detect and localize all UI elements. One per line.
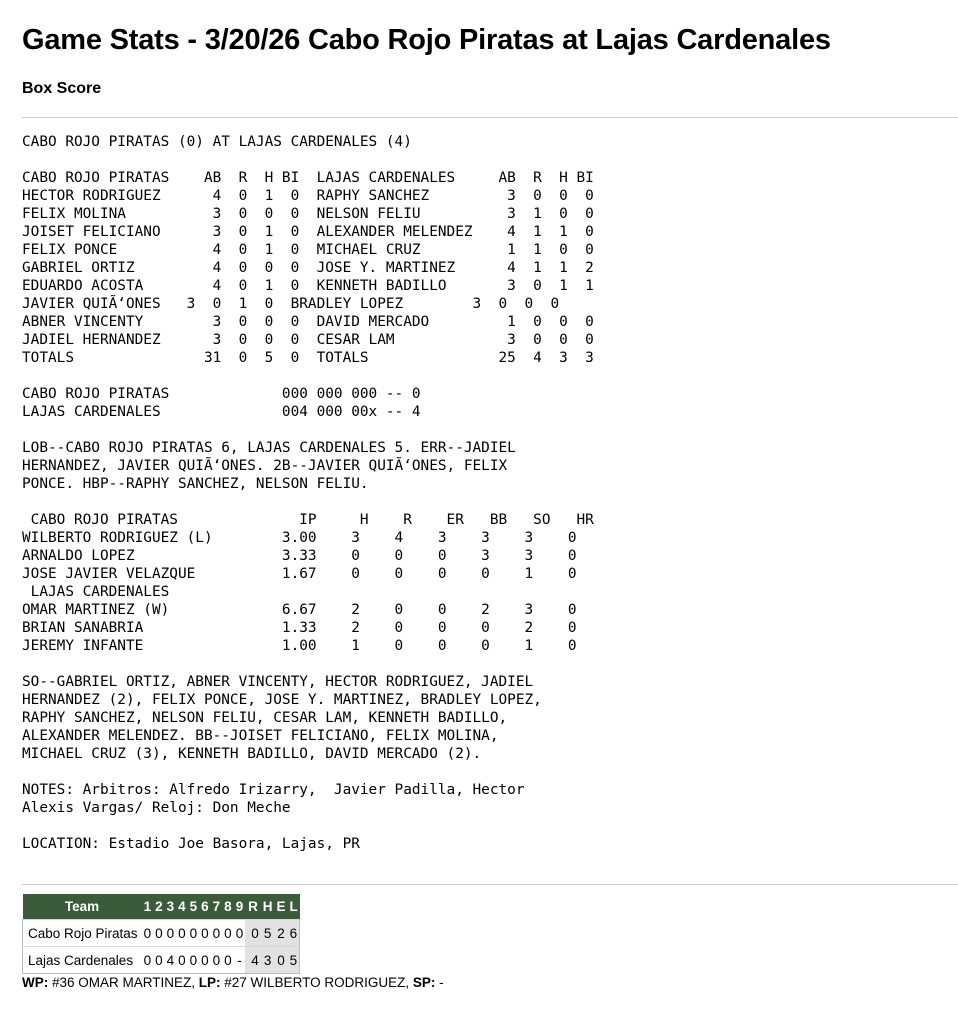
wp-label: WP: <box>22 975 49 990</box>
inning-score: 0 <box>211 920 223 947</box>
linescore-row-home <box>23 947 300 974</box>
total-runs: 0 <box>245 920 261 947</box>
inning-score: 0 <box>142 920 154 947</box>
header-inning-5: 5 <box>188 894 200 920</box>
total-lob: 6 <box>287 920 299 947</box>
linescore-row-away <box>23 920 300 947</box>
inning-score: 0 <box>188 947 200 974</box>
inning-score: - <box>234 947 246 974</box>
inning-score: 0 <box>199 947 211 974</box>
header-inning-9: 9 <box>234 894 246 920</box>
pitchers-of-record <box>22 975 444 990</box>
header-runs: R <box>245 894 261 920</box>
header-inning-4: 4 <box>176 894 188 920</box>
linescore-table <box>22 894 300 974</box>
winning-pitcher: #36 OMAR MARTINEZ, <box>48 975 199 990</box>
header-errors: E <box>274 894 287 920</box>
inning-score: 0 <box>142 947 154 974</box>
total-errors: 2 <box>274 920 287 947</box>
team-name: Cabo Rojo Piratas <box>23 920 142 947</box>
header-inning-6: 6 <box>199 894 211 920</box>
inning-score: 0 <box>176 947 188 974</box>
total-lob: 5 <box>287 947 299 974</box>
header-inning-1: 1 <box>142 894 154 920</box>
total-runs: 4 <box>245 947 261 974</box>
total-hits: 3 <box>261 947 275 974</box>
box-score-text: CABO ROJO PIRATAS (0) AT LAJAS CARDENALES (4) CABO ROJO PIRATAS AB R H BI LAJAS CARDENALES AB R H BI HECTOR RODRIGUEZ 4 0 1 0 RAPHY SANCHEZ 3 0 0 0 FELIX MOLINA 3 0 0 0 NELSON FELIU 3 1 0 0 JOISET FELICIANO 3 0 1 0 ALEXANDER MELENDEZ 4 1 1 0 FELIX PONCE 4 0 1 0 MICHAEL CRUZ 1 1 0 0 GABRIEL ORTIZ 4 0 0 0 JOSE Y. MARTINEZ 4 1 1 2 EDUARDO ACOSTA 4 0 1 0 KENNETH BADILLO 3 0 1 1 JAVIER QUIÃ‘ONES 3 0 1 0 BRADLEY LOPEZ 3 0 0 0 ABNER VINCENTY 3 0 0 0 DAVID MERCADO 1 0 0 0 JADIEL HERNANDEZ 3 0 0 0 CESAR LAM 3 0 0 0 TOTALS 31 0 5 0 TOTALS 25 4 3 3 CABO ROJO PIRATAS 000 000 000 -- 0 LAJAS CARDENALES 004 000 00x -- 4 LOB--CABO ROJO PIRATAS 6, LAJAS CARDENALES 5. ERR--JADIEL HERNANDEZ, JAVIER QUIÃ‘ONES. 2B--JAVIER QUIÃ‘ONES, FELIX PONCE. HBP--RAPHY SANCHEZ, NELSON FELIU. CABO ROJO PIRATAS IP H R ER BB SO HR WILBERTO RODRIGUEZ (L) 3.00 3 4 3 3 3 0 ARNALDO LOPEZ 3.33 0 0 0 3 3 0 JOSE JAVIER VELAZQUE 1.67 0 0 0 0 1 0 LAJAS CARDENALES OMAR MARTINEZ (W) 6.67 2 0 0 2 3 0 BRIAN SANABRIA 1.33 2 0 0 0 2 0 JEREMY INFANTE 1.00 1 0 0 0 1 0 SO--GABRIEL ORTIZ, ABNER VINCENTY, HECTOR RODRIGUEZ, JADIEL HERNANDEZ (2), FELIX PONCE, JOSE Y. MARTINEZ, BRADLEY LOPEZ, RAPHY SANCHEZ, NELSON FELIU, CESAR LAM, KENNETH BADILLO, ALEXANDER MELENDEZ. BB--JOISET FELICIANO, FELIX MOLINA, MICHAEL CRUZ (3), KENNETH BADILLO, DAVID MERCADO (2). NOTES: Arbitros: Alfredo Irizarry, Javier Padilla, Hector Alexis Vargas/ Reloj: Don Meche LOCATION: Estadio Joe Basora, Lajas, PR <box>22 134 594 852</box>
losing-pitcher: #27 WILBERTO RODRIGUEZ, <box>220 975 413 990</box>
inning-score: 0 <box>222 920 234 947</box>
header-team: Team <box>23 894 142 920</box>
sp-label: SP: <box>412 975 436 990</box>
total-errors: 0 <box>274 947 287 974</box>
inning-score: 0 <box>153 947 165 974</box>
header-inning-8: 8 <box>222 894 234 920</box>
save-pitcher: - <box>435 975 444 990</box>
total-hits: 5 <box>261 920 275 947</box>
section-heading-box-score: Box Score <box>22 80 102 97</box>
page-title: Game Stats - 3/20/26 Cabo Rojo Piratas at Lajas Cardenales <box>22 24 831 56</box>
inning-score: 0 <box>153 920 165 947</box>
lp-label: LP: <box>198 975 221 990</box>
inning-score: 0 <box>188 920 200 947</box>
inning-score: 0 <box>165 920 177 947</box>
header-inning-7: 7 <box>211 894 223 920</box>
header-lob: L <box>287 894 299 920</box>
inning-score: 0 <box>222 947 234 974</box>
linescore-header-row <box>23 894 300 920</box>
inning-score: 0 <box>211 947 223 974</box>
header-inning-3: 3 <box>165 894 177 920</box>
inning-score: 0 <box>199 920 211 947</box>
inning-score: 0 <box>176 920 188 947</box>
team-name: Lajas Cardenales <box>23 947 142 974</box>
divider <box>22 884 958 885</box>
inning-score: 4 <box>165 947 177 974</box>
divider <box>22 117 958 118</box>
header-hits: H <box>261 894 275 920</box>
inning-score: 0 <box>234 920 246 947</box>
header-inning-2: 2 <box>153 894 165 920</box>
